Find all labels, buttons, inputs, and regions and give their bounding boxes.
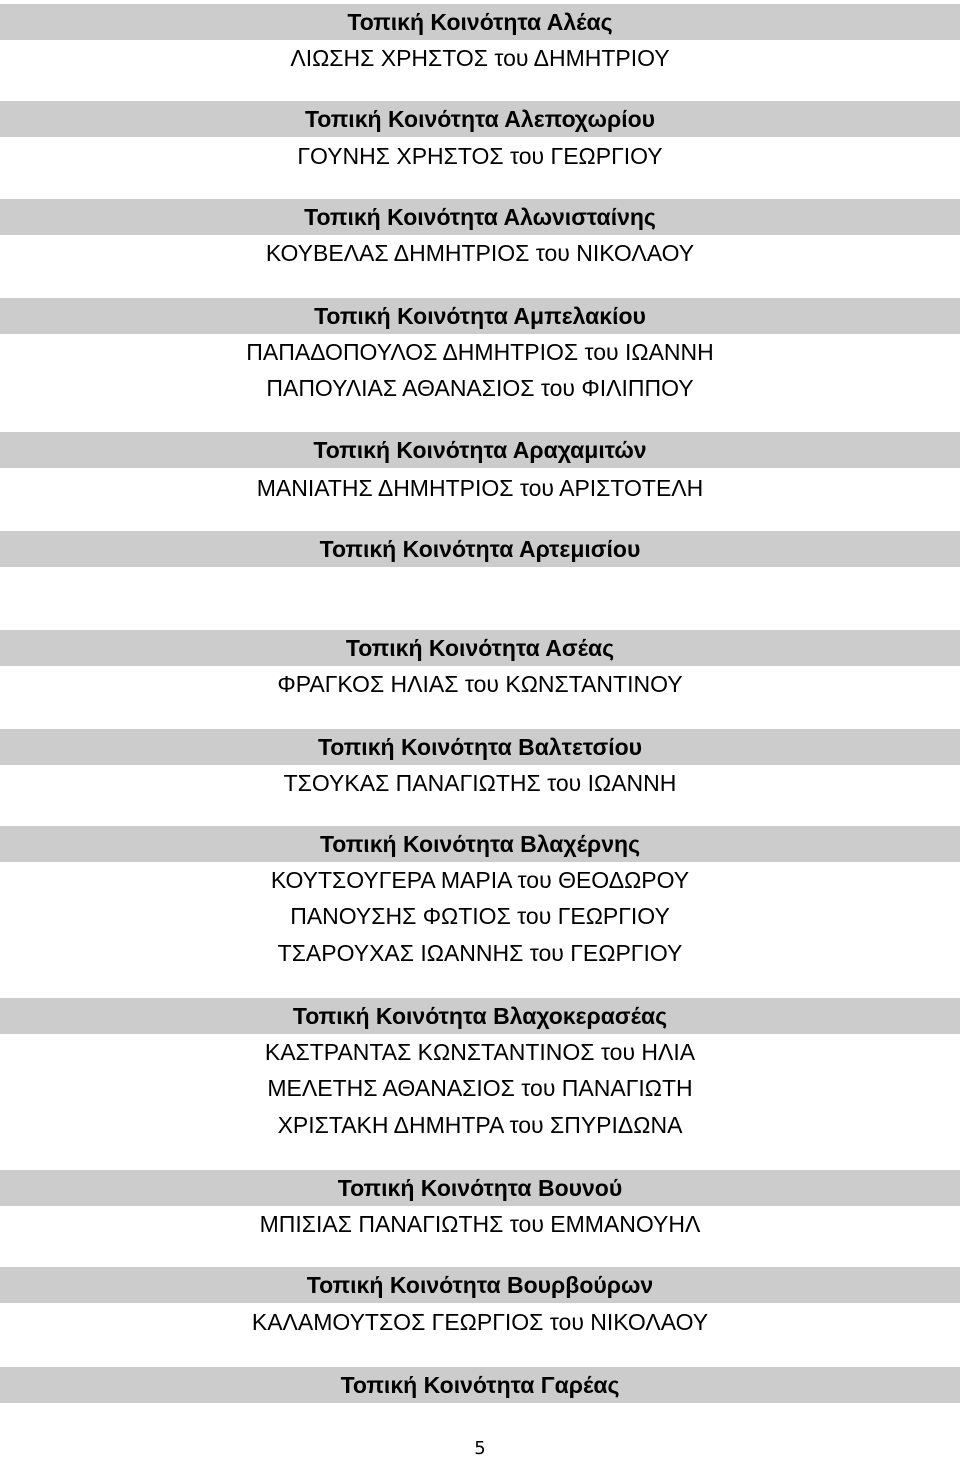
section-heading: Τοπική Κοινότητα Βουνού bbox=[0, 1170, 960, 1206]
member-line: ΦΡΑΓΚΟΣ ΗΛΙΑΣ του ΚΩΝΣΤΑΝΤΙΝΟΥ bbox=[277, 670, 683, 697]
member-line: ΜΕΛΕΤΗΣ ΑΘΑΝΑΣΙΟΣ του ΠΑΝΑΓΙΩΤΗ bbox=[267, 1074, 693, 1101]
member-line: ΤΣΟΥΚΑΣ ΠΑΝΑΓΙΩΤΗΣ του ΙΩΑΝΝΗ bbox=[283, 769, 677, 796]
section-heading: Τοπική Κοινότητα Βλαχοκερασέας bbox=[0, 998, 960, 1034]
section-heading: Τοπική Κοινότητα Ασέας bbox=[0, 630, 960, 666]
member-line: ΓΟΥΝΗΣ ΧΡΗΣΤΟΣ του ΓΕΩΡΓΙΟΥ bbox=[297, 142, 663, 169]
member-line: ΤΣΑΡΟΥΧΑΣ ΙΩΑΝΝΗΣ του ΓΕΩΡΓΙΟΥ bbox=[277, 939, 683, 966]
member-line: ΠΑΠΑΔΟΠΟΥΛΟΣ ΔΗΜΗΤΡΙΟΣ του ΙΩΑΝΝΗ bbox=[246, 338, 714, 365]
member-line: ΚΟΥΒΕΛΑΣ ΔΗΜΗΤΡΙΟΣ του ΝΙΚΟΛΑΟΥ bbox=[265, 239, 695, 266]
section-heading: Τοπική Κοινότητα Αραχαμιτών bbox=[0, 432, 960, 468]
member-line: ΠΑΠΟΥΛΙΑΣ ΑΘΑΝΑΣΙΟΣ του ΦΙΛΙΠΠΟΥ bbox=[266, 374, 694, 401]
section-heading: Τοπική Κοινότητα Γαρέας bbox=[0, 1367, 960, 1403]
section-heading: Τοπική Κοινότητα Βλαχέρνης bbox=[0, 826, 960, 862]
section-heading: Τοπική Κοινότητα Αλέας bbox=[0, 4, 960, 40]
member-line: ΛΙΩΣΗΣ ΧΡΗΣΤΟΣ του ΔΗΜΗΤΡΙΟΥ bbox=[290, 44, 670, 71]
section-heading: Τοπική Κοινότητα Βαλτετσίου bbox=[0, 729, 960, 765]
section-heading: Τοπική Κοινότητα Αρτεμισίου bbox=[0, 531, 960, 567]
section-heading: Τοπική Κοινότητα Βουρβούρων bbox=[0, 1267, 960, 1303]
member-line: ΚΑΛΑΜΟΥΤΣΟΣ ΓΕΩΡΓΙΟΣ του ΝΙΚΟΛΑΟΥ bbox=[251, 1308, 709, 1335]
member-line: ΧΡΙΣΤΑΚΗ ΔΗΜΗΤΡΑ του ΣΠΥΡΙΔΩΝΑ bbox=[277, 1111, 683, 1138]
page-number: 5 bbox=[474, 1437, 486, 1459]
section-heading: Τοπική Κοινότητα Αμπελακίου bbox=[0, 298, 960, 334]
member-line: ΚΑΣΤΡΑΝΤΑΣ ΚΩΝΣΤΑΝΤΙΝΟΣ του ΗΛΙΑ bbox=[264, 1038, 696, 1065]
member-line: ΜΠΙΣΙΑΣ ΠΑΝΑΓΙΩΤΗΣ του ΕΜΜΑΝΟΥΗΛ bbox=[259, 1210, 701, 1237]
section-heading: Τοπική Κοινότητα Αλεποχωρίου bbox=[0, 101, 960, 137]
member-line: ΚΟΥΤΣΟΥΓΕΡΑ ΜΑΡΙΑ του ΘΕΟΔΩΡΟΥ bbox=[270, 866, 690, 893]
member-line: ΜΑΝΙΑΤΗΣ ΔΗΜΗΤΡΙΟΣ του ΑΡΙΣΤΟΤΕΛΗ bbox=[256, 474, 704, 501]
member-line: ΠΑΝΟΥΣΗΣ ΦΩΤΙΟΣ του ΓΕΩΡΓΙΟΥ bbox=[290, 902, 670, 929]
section-heading: Τοπική Κοινότητα Αλωνισταίνης bbox=[0, 199, 960, 235]
